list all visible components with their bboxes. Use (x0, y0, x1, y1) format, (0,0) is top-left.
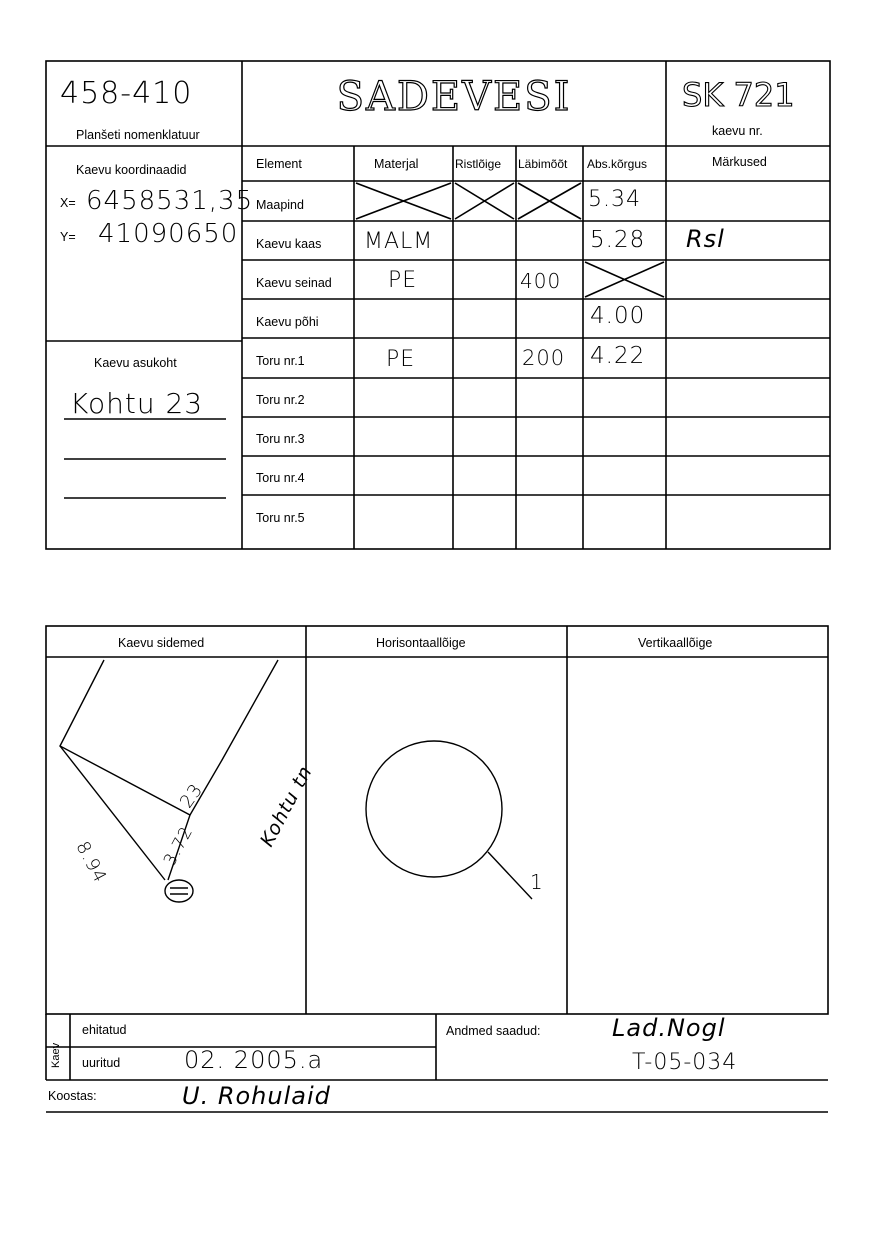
row-label-toru-5: Toru nr.5 (256, 511, 305, 525)
row-label-kaevu-kaas: Kaevu kaas (256, 237, 322, 251)
footer-data-value: Lad.Nogl (612, 1014, 726, 1042)
x-label: X= (60, 196, 76, 210)
abs-height-toru-1: 4.22 (590, 343, 646, 369)
sketch-header-horizontal: Horisontaallõige (376, 636, 466, 650)
diameter-toru-1: 200 (522, 346, 566, 370)
sketch-dimension-3: 23 (176, 779, 208, 813)
sketch-dimension-1: 8.94 (71, 838, 111, 887)
row-label-toru-2: Toru nr.2 (256, 393, 305, 407)
footer-data-label: Andmed saadud: (446, 1024, 541, 1038)
row-label-toru-1: Toru nr.1 (256, 354, 305, 368)
nomenclature-value: 458-410 (60, 76, 193, 111)
footer-built-label: ehitatud (82, 1023, 127, 1037)
abs-height-maapind: 5.34 (588, 187, 641, 212)
sketch-pipe-label: 1 (530, 870, 544, 894)
sketch-street-label: Kohtu tn (256, 761, 317, 851)
footer-side-label: Kaev (50, 1042, 62, 1068)
footer-compiled-value: U. Rohulaid (182, 1082, 331, 1110)
footer-compiled-label: Koostas: (48, 1089, 97, 1103)
sketch-header-vertical: Vertikaallõige (638, 636, 713, 650)
row-label-kaevu-seinad: Kaevu seinad (256, 276, 332, 290)
well-number-value: SK 721 (682, 76, 795, 114)
row-label-maapind: Maapind (256, 198, 304, 212)
material-kaevu-seinad: PE (388, 268, 418, 293)
table-header-abs-height: Abs.kõrgus (587, 157, 648, 171)
remarks-kaevu-kaas: Rsl (686, 225, 725, 253)
location-label: Kaevu asukoht (94, 356, 177, 370)
location-address: Kohtu 23 (70, 387, 204, 420)
footer-data-code: T-05-034 (632, 1050, 738, 1075)
footer-measured-label: uuritud (82, 1056, 121, 1070)
y-coordinate-value: 41090650 (98, 219, 239, 249)
page-title: SADEVESI (336, 74, 572, 120)
sketch-header-connections: Kaevu sidemed (118, 636, 205, 650)
well-number-label: kaevu nr. (712, 124, 763, 138)
diameter-kaevu-seinad: 400 (520, 269, 562, 293)
nomenclature-label: Planšeti nomenklatuur (76, 128, 200, 142)
table-header-material: Materjal (374, 157, 419, 171)
coordinates-label: Kaevu koordinaadid (76, 163, 187, 177)
table-header-remarks: Märkused (712, 155, 767, 169)
y-label: Y= (60, 230, 76, 244)
x-coordinate-value: 6458531,35 (86, 186, 254, 216)
table-header-element: Element (256, 157, 302, 171)
row-label-toru-4: Toru nr.4 (256, 471, 305, 485)
row-label-toru-3: Toru nr.3 (256, 432, 305, 446)
row-label-kaevu-pohi: Kaevu põhi (256, 315, 319, 329)
table-header-diameter: Läbimõõt (518, 157, 568, 171)
table-header-cross-section: Ristlõige (455, 157, 502, 171)
sketch-dimension-2: 3.72 (160, 823, 198, 870)
footer-measured-value: 02. 2005.a (184, 1046, 324, 1074)
abs-height-kaevu-kaas: 5.28 (590, 227, 646, 253)
material-toru-1: PE (386, 347, 416, 372)
abs-height-kaevu-pohi: 4.00 (590, 303, 646, 329)
material-kaevu-kaas: MALM (364, 229, 434, 254)
